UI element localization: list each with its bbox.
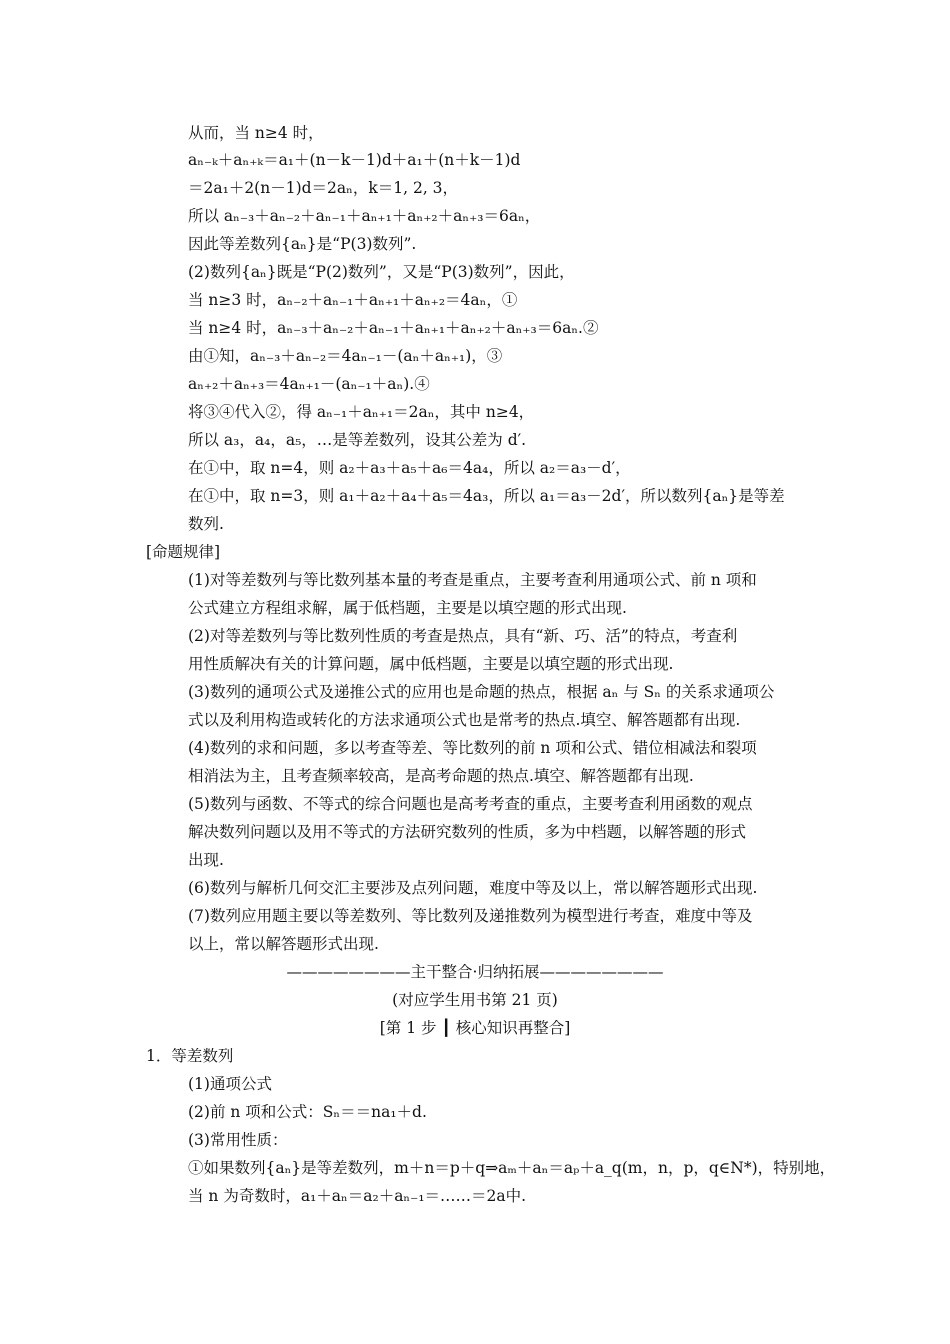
proof-line-14: 在①中，取 n=3，则 a₁＋a₂＋a₄＋a₅＝4a₃，所以 a₁＝a₃－2d′，所以数列{aₙ}是等差 (188, 487, 785, 505)
proof-line-13: 在①中，取 n=4，则 a₂＋a₃＋a₅＋a₆＝4a₄，所以 a₂＝a₃－d′， (188, 459, 631, 477)
proof-line-10: aₙ₊₂＋aₙ₊₃＝4aₙ₊₁－(aₙ₋₁＋aₙ).④ (188, 375, 430, 393)
proof-line-5: 因此等差数列{aₙ}是“P(3)数列”. (188, 235, 417, 253)
rules-line-13: (7)数列应用题主要以等差数列、等比数列及递推数列为模型进行考查，难度中等及 (188, 907, 753, 925)
rules-line-7: (4)数列的求和问题，多以考查等差、等比数列的前 n 项和公式、错位相减法和裂项 (188, 739, 757, 757)
rules-line-6: 式以及利用构造或转化的方法求通项公式也是常考的热点.填空、解答题都有出现. (188, 711, 741, 729)
rules-line-2: 公式建立方程组求解，属于低档题，主要是以填空题的形式出现. (188, 599, 627, 617)
arith-item-2: (2)前 n 项和公式：Sₙ＝＝na₁＋d. (188, 1103, 427, 1121)
rules-line-5: (3)数列的通项公式及递推公式的应用也是命题的热点，根据 aₙ 与 Sₙ 的关系求通项公 (188, 683, 775, 701)
proof-line-7: 当 n≥3 时，aₙ₋₂＋aₙ₋₁＋aₙ₊₁＋aₙ₊₂＝4aₙ，① (188, 291, 518, 309)
proof-line-1: 从而，当 n≥4 时， (188, 124, 324, 142)
rules-line-11: 出现. (188, 851, 224, 869)
arith-item-3: (3)常用性质： (188, 1131, 288, 1149)
rules-line-4: 用性质解决有关的计算问题，属中低档题，主要是以填空题的形式出现. (188, 655, 674, 673)
rules-line-12: (6)数列与解析几何交汇主要涉及点列问题，难度中等及以上，常以解答题形式出现. (188, 879, 758, 897)
rules-line-8: 相消法为主，且考查频率较高，是高考命题的热点.填空、解答题都有出现. (188, 767, 694, 785)
proof-line-9: 由①知，aₙ₋₃＋aₙ₋₂＝4aₙ₋₁－(aₙ＋aₙ₊₁)，③ (188, 347, 503, 365)
proof-line-3: ＝2a₁＋2(n－1)d＝2aₙ，k＝1, 2, 3， (188, 179, 459, 197)
proof-line-8: 当 n≥4 时，aₙ₋₃＋aₙ₋₂＋aₙ₋₁＋aₙ₊₁＋aₙ₊₂＋aₙ₊₃＝6aₙ.② (188, 319, 599, 337)
arith-item-4: ①如果数列{aₙ}是等差数列，m＋n＝p＋q⇒aₘ＋aₙ＝aₚ＋a_q(m，n，p，q∈N*)，特别地， (188, 1159, 836, 1177)
proof-line-2: aₙ₋ₖ＋aₙ₊ₖ＝a₁＋(n－k－1)d＋a₁＋(n＋k－1)d (188, 151, 521, 169)
rules-line-14: 以上，常以解答题形式出现. (188, 935, 379, 953)
page-reference: (对应学生用书第 21 页) (392, 991, 558, 1009)
rules-line-3: (2)对等差数列与等比数列性质的考查是热点，具有“新、巧、活”的特点，考查利 (188, 627, 738, 645)
section-banner: ————————主干整合·归纳拓展———————— (286, 963, 664, 981)
proof-line-12: 所以 a₃，a₄，a₅，…是等差数列，设其公差为 d′. (188, 431, 527, 449)
proof-line-6: (2)数列{aₙ}既是“P(2)数列”，又是“P(3)数列”，因此， (188, 263, 575, 281)
arith-title: 1．等差数列 (146, 1047, 234, 1065)
step-heading: [第 1 步 ┃ 核心知识再整合] (379, 1019, 571, 1037)
rules-line-10: 解决数列问题以及用不等式的方法研究数列的性质，多为中档题，以解答题的形式 (188, 823, 747, 841)
rules-line-9: (5)数列与函数、不等式的综合问题也是高考考查的重点，主要考查利用函数的观点 (188, 795, 753, 813)
arith-item-1: (1)通项公式 (188, 1075, 272, 1093)
proof-line-11: 将③④代入②，得 aₙ₋₁＋aₙ₊₁＝2aₙ，其中 n≥4， (188, 403, 535, 421)
proof-line-15: 数列. (188, 515, 224, 533)
proof-line-4: 所以 aₙ₋₃＋aₙ₋₂＋aₙ₋₁＋aₙ₊₁＋aₙ₊₂＋aₙ₊₃＝6aₙ， (188, 207, 541, 225)
rules-line-1: (1)对等差数列与等比数列基本量的考查是重点，主要考查利用通项公式、前 n 项和 (188, 571, 757, 589)
arith-item-5: 当 n 为奇数时，a₁＋aₙ＝a₂＋aₙ₋₁＝……＝2a中. (188, 1187, 527, 1205)
rules-heading: [命题规律] (146, 543, 221, 561)
